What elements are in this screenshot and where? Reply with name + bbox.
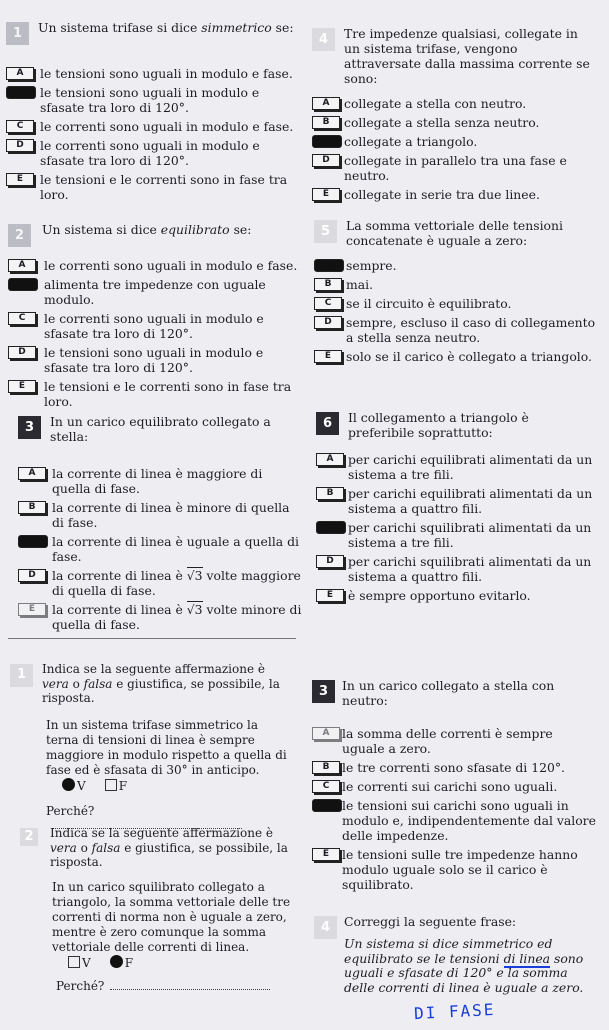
true-false-2: [20, 826, 296, 993]
question-3b-option-d[interactable]: D le tensioni sui carichi sono uguali in modulo e, indipendentemente dal valore delle impedenze.: [312, 798, 596, 843]
true-false-1-why: Perché?: [46, 804, 290, 833]
answer-line[interactable]: [110, 981, 270, 990]
question-4b-sentence: Un sistema si dice simmetrico ed equilibrato se le tensioni di linea sono uguali e sfasate di 120° e la somma delle correnti di linea è uguale a zero.: [344, 936, 584, 995]
question-4b: [314, 914, 596, 995]
option-box-a[interactable]: A: [6, 67, 34, 80]
question-2-text: Un sistema si dice equilibrato se:: [42, 222, 252, 237]
question-4-header: [312, 26, 594, 86]
option-box-d-marked[interactable]: D: [312, 799, 342, 812]
question-2-option-d[interactable]: D le tensioni sono uguali in modulo e sfasate tra loro di 120°.: [8, 345, 298, 375]
option-box-c[interactable]: C: [312, 780, 340, 793]
true-false-1-number: 1: [10, 664, 33, 687]
question-1-option-e[interactable]: E le tensioni e le correnti sono in fase tra loro.: [6, 172, 296, 202]
section-divider: [8, 638, 296, 639]
option-box-c-marked[interactable]: C: [312, 135, 342, 148]
question-5-option-d[interactable]: D sempre, escluso il caso di collegamento a stella senza neutro.: [314, 315, 596, 345]
question-1-option-d[interactable]: D le correnti sono uguali in modulo e sfasate tra loro di 120°.: [6, 138, 296, 168]
question-5-option-b[interactable]: B mai.: [314, 277, 596, 292]
option-box-e[interactable]: E: [314, 350, 342, 363]
option-box-b[interactable]: B: [314, 278, 342, 291]
true-false-1-header: [10, 662, 290, 706]
question-5-option-a[interactable]: A sempre.: [314, 258, 596, 273]
true-false-1-statement: In un sistema trifase simmetrico la terna di tensioni di linea è sempre maggiore in modulo rispetto a quella di fase ed è sfasata di 30° in anticipo. V F: [46, 717, 287, 793]
option-box-b-marked[interactable]: B: [6, 86, 36, 99]
question-4-option-e[interactable]: E collegate in serie tra due linee.: [312, 187, 594, 202]
option-box-b[interactable]: B: [18, 501, 46, 514]
option-box-c[interactable]: C: [314, 297, 342, 310]
question-6-option-b[interactable]: B per carichi equilibrati alimentati da un sistema a quattro fili.: [316, 486, 596, 516]
option-box-b[interactable]: B: [316, 487, 344, 500]
option-box-e[interactable]: E: [8, 380, 36, 393]
true-false-1: [10, 662, 290, 833]
question-3b-option-e[interactable]: E le tensioni sulle tre impedenze hanno modulo uguale solo se il carico è squilibrato.: [312, 847, 596, 892]
false-checkbox-marked[interactable]: [110, 955, 123, 968]
question-3b-option-b[interactable]: B le tre correnti sono sfasate di 120°.: [312, 760, 596, 775]
question-1-option-c[interactable]: C le correnti sono uguali in modulo e fase.: [6, 119, 296, 134]
question-5-option-c[interactable]: C se il circuito è equilibrato.: [314, 296, 596, 311]
question-1: [6, 20, 296, 206]
option-box-e[interactable]: E: [312, 188, 340, 201]
option-box-e[interactable]: E: [18, 603, 46, 616]
question-2: [8, 222, 298, 413]
option-box-c[interactable]: C: [6, 120, 34, 133]
question-3-option-a[interactable]: A la corrente di linea è maggiore di quella di fase.: [18, 466, 302, 496]
question-4-option-b[interactable]: B collegate a stella senza neutro.: [312, 115, 594, 130]
question-4-option-c[interactable]: C collegate a triangolo.: [312, 134, 594, 149]
true-false-2-choices: V F: [68, 956, 133, 970]
option-box-a[interactable]: A: [312, 97, 340, 110]
question-4-option-d[interactable]: D collegate in parallelo tra una fase e neutro.: [312, 153, 594, 183]
option-box-d[interactable]: D: [18, 569, 46, 582]
option-box-e[interactable]: E: [312, 848, 340, 861]
question-2-option-c[interactable]: C le correnti sono uguali in modulo e sfasate tra loro di 120°.: [8, 311, 298, 341]
question-3-option-c[interactable]: C la corrente di linea è uguale a quella di fase.: [18, 534, 302, 564]
true-false-1-choices: V F: [62, 779, 127, 793]
question-6-option-a[interactable]: A per carichi equilibrati alimentati da un sistema a tre fili.: [316, 452, 596, 482]
option-box-d[interactable]: D: [8, 346, 36, 359]
option-box-e[interactable]: E: [316, 589, 344, 602]
false-checkbox[interactable]: [105, 779, 117, 791]
question-2-option-e[interactable]: E le tensioni e le correnti sono in fase tra loro.: [8, 379, 298, 409]
question-3b: [312, 678, 596, 896]
question-5: [314, 218, 596, 368]
question-3-text: In un carico equilibrato collegato a stella:: [50, 414, 271, 444]
question-3b-header: [312, 678, 596, 708]
sqrt-3: √3: [186, 602, 203, 617]
question-1-number: 1: [6, 22, 29, 45]
true-false-2-header: [20, 826, 296, 870]
question-6-number: 6: [316, 412, 339, 435]
question-6-header: [316, 410, 596, 440]
question-2-header: [8, 222, 298, 243]
true-false-1-instructions: Indica se la seguente affermazione è vera o falsa e giustifica, se possibile, la risposta.: [42, 662, 280, 705]
question-3: [18, 414, 302, 636]
question-1-text: Un sistema trifase si dice simmetrico se:: [38, 20, 294, 35]
question-5-header: [314, 218, 596, 248]
option-box-c-marked[interactable]: C: [18, 535, 48, 548]
question-4b-header: [314, 914, 596, 935]
option-box-a[interactable]: A: [18, 467, 46, 480]
option-box-b-marked[interactable]: B: [8, 278, 38, 291]
question-4-option-a[interactable]: A collegate a stella con neutro.: [312, 96, 594, 111]
option-box-d[interactable]: D: [6, 139, 34, 152]
true-false-2-instructions: Indica se la seguente affermazione è vera o falsa e giustifica, se possibile, la risposta.: [50, 826, 288, 869]
question-2-number: 2: [8, 224, 31, 247]
option-box-a[interactable]: A: [316, 453, 344, 466]
question-3b-text: In un carico collegato a stella con neutro:: [342, 678, 555, 708]
question-2-option-a[interactable]: A le correnti sono uguali in modulo e fase.: [8, 258, 298, 273]
question-6-option-d[interactable]: D per carichi squilibrati alimentati da un sistema a quattro fili.: [316, 554, 596, 584]
question-5-option-e[interactable]: E solo se il carico è collegato a triangolo.: [314, 349, 596, 364]
question-3-header: [18, 414, 302, 444]
question-6-option-e[interactable]: E è sempre opportuno evitarlo.: [316, 588, 596, 603]
question-1-header: [6, 20, 296, 41]
option-box-c[interactable]: C: [8, 312, 36, 325]
question-3-option-b[interactable]: B la corrente di linea è minore di quella di fase.: [18, 500, 302, 530]
option-box-d[interactable]: D: [316, 555, 344, 568]
option-box-e[interactable]: E: [6, 173, 34, 186]
question-4b-title: Correggi la seguente frase:: [344, 914, 517, 929]
question-3-option-d[interactable]: D la corrente di linea è √3 volte maggiore di quella di fase.: [18, 568, 302, 598]
question-5-number: 5: [314, 220, 337, 243]
option-box-b[interactable]: B: [312, 761, 340, 774]
option-box-b[interactable]: B: [312, 116, 340, 129]
question-3-option-e[interactable]: E la corrente di linea è √3 volte minore di quella di fase.: [18, 602, 302, 632]
sqrt-3: √3: [186, 568, 203, 583]
question-3b-option-a[interactable]: A la somma delle correnti è sempre uguale a zero.: [312, 726, 596, 756]
option-box-a-marked[interactable]: A: [314, 259, 344, 272]
true-checkbox-marked[interactable]: [62, 778, 75, 791]
question-3b-option-c[interactable]: C le correnti sui carichi sono uguali.: [312, 779, 596, 794]
option-box-d[interactable]: D: [314, 316, 342, 329]
true-false-2-statement: In un carico squilibrato collegato a triangolo, la somma vettoriale delle tre correnti di norma non è uguale a zero, mentre è zero comunque la somma vettoriale delle correnti di linea. V F: [52, 879, 291, 970]
question-3-number: 3: [18, 416, 41, 439]
question-5-text: La somma vettoriale delle tensioni concatenate è uguale a zero:: [346, 218, 563, 248]
question-1-option-b[interactable]: B le tensioni sono uguali in modulo e sfasate tra loro di 120°.: [6, 85, 296, 115]
question-4-text: Tre impedenze qualsiasi, collegate in un sistema trifase, vengono attraversate dalla massima corrente se sono:: [344, 26, 590, 86]
option-box-a[interactable]: A: [8, 259, 36, 272]
option-box-d[interactable]: D: [312, 154, 340, 167]
true-false-2-why: Perché?: [56, 979, 296, 994]
question-4: [312, 26, 594, 206]
handwritten-correction: DI FASE: [413, 999, 496, 1024]
question-6-option-c[interactable]: C per carichi squilibrati alimentati da un sistema a tre fili.: [316, 520, 596, 550]
option-box-a[interactable]: A: [312, 727, 340, 740]
question-6-text: Il collegamento a triangolo è preferibile soprattutto:: [348, 410, 529, 440]
true-false-2-number: 2: [20, 828, 38, 846]
question-2-option-b[interactable]: B alimenta tre impedenze con uguale modulo.: [8, 277, 298, 307]
question-3b-number: 3: [312, 680, 335, 703]
underlined-di-linea: di linea: [503, 950, 551, 966]
option-box-c-marked[interactable]: C: [316, 521, 346, 534]
question-6: [316, 410, 596, 607]
question-4b-number: 4: [314, 916, 337, 939]
question-1-option-a[interactable]: A le tensioni sono uguali in modulo e fase.: [6, 66, 296, 81]
question-4-number: 4: [312, 28, 335, 51]
true-checkbox[interactable]: [68, 956, 80, 968]
